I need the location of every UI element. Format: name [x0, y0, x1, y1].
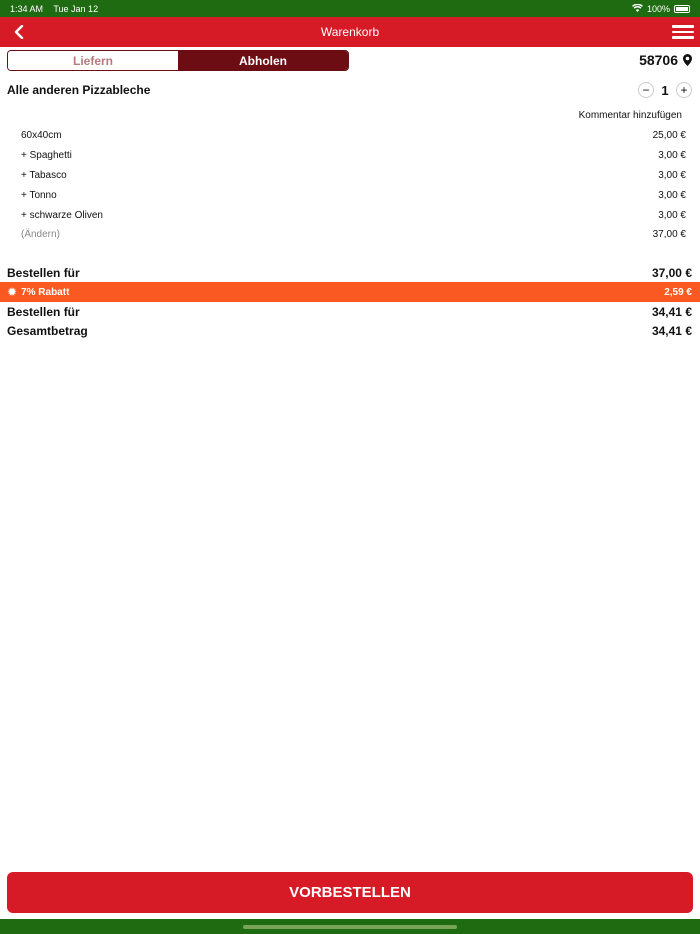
- discount-row: [0, 282, 700, 302]
- line-price: 3,00 €: [658, 209, 686, 221]
- line-price: 25,00 €: [652, 130, 686, 142]
- plus-icon: +: [680, 83, 688, 97]
- after-discount-row: [0, 302, 700, 321]
- list-item: [0, 185, 700, 205]
- subtotal-value: 37,00 €: [651, 265, 692, 280]
- zip-code: 58706: [639, 52, 678, 68]
- increase-quantity-button[interactable]: [676, 82, 692, 98]
- line-label: + Tonno: [21, 189, 57, 201]
- tab-liefern[interactable]: Liefern: [8, 51, 178, 70]
- line-price: 3,00 €: [658, 150, 686, 162]
- discount-badge-icon: ✹: [7, 285, 18, 299]
- line-label: + schwarze Oliven: [21, 209, 103, 221]
- after-discount-label: Bestellen für: [7, 304, 80, 319]
- delivery-mode-toggle: [7, 50, 349, 71]
- cart-item-title: Alle anderen Pizzableche: [7, 83, 151, 97]
- home-indicator[interactable]: [243, 925, 457, 929]
- subtotal-label: Bestellen für: [7, 265, 80, 280]
- preorder-button[interactable]: VORBESTELLEN: [7, 872, 693, 913]
- status-date: Tue Jan 12: [53, 3, 99, 14]
- line-label: 60x40cm: [21, 130, 62, 142]
- grand-total-row: [0, 321, 700, 340]
- quantity-stepper: [638, 82, 692, 98]
- line-price: 3,00 €: [658, 189, 686, 201]
- home-indicator-bar: [0, 919, 700, 934]
- map-pin-icon: [683, 54, 692, 66]
- grand-total-value: 34,41 €: [651, 323, 692, 338]
- line-label: + Tabasco: [21, 169, 67, 181]
- battery-icon: [674, 5, 690, 13]
- list-item: [0, 166, 700, 186]
- line-label: + Spaghetti: [21, 150, 72, 162]
- subtotal-row: [0, 263, 700, 282]
- grand-total-label: Gesamtbetrag: [7, 323, 88, 338]
- order-totals: [0, 263, 700, 340]
- app-header: [0, 17, 700, 47]
- after-discount-value: 34,41 €: [651, 304, 692, 319]
- chevron-left-icon: [13, 25, 25, 39]
- tab-abholen[interactable]: Abholen: [178, 51, 348, 70]
- add-comment-link[interactable]: Kommentar hinzufügen: [578, 110, 682, 121]
- line-price: 37,00 €: [652, 229, 686, 241]
- location-selector[interactable]: [639, 52, 692, 68]
- discount-value: 2,59 €: [664, 286, 692, 298]
- battery-percent: 100%: [646, 3, 670, 14]
- status-time: 1:34 AM: [10, 3, 44, 14]
- edit-item-link[interactable]: (Ändern): [21, 229, 60, 241]
- list-item: [0, 205, 700, 225]
- back-button[interactable]: [8, 21, 30, 43]
- list-item: [0, 225, 700, 245]
- quantity-value: 1: [661, 82, 669, 98]
- minus-icon: −: [642, 83, 650, 97]
- line-price: 3,00 €: [658, 169, 686, 181]
- item-lines: [0, 126, 700, 245]
- wifi-icon: [632, 4, 643, 14]
- list-item: [0, 126, 700, 146]
- status-bar: [0, 0, 700, 17]
- decrease-quantity-button[interactable]: [638, 82, 654, 98]
- page-title: Warenkorb: [320, 25, 380, 39]
- discount-label: 7% Rabatt: [21, 286, 70, 298]
- list-item: [0, 146, 700, 166]
- hamburger-menu-icon[interactable]: [672, 22, 694, 42]
